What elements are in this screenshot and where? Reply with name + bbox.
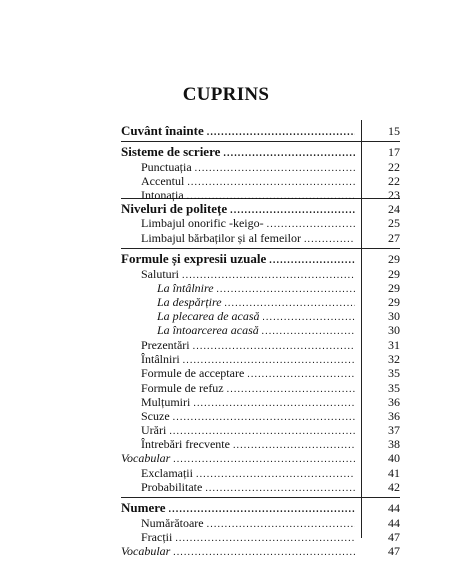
- toc-entry-label: Limbajul onorific -keigo-: [141, 216, 264, 230]
- toc-entry-page-number: 37: [388, 423, 400, 437]
- toc-entry-label: Exclamații: [141, 466, 193, 480]
- toc-entry-label: Vocabular: [121, 544, 171, 558]
- toc-entry-label: Saluturi: [141, 267, 179, 281]
- toc-entry[interactable]: [121, 451, 355, 467]
- toc-entry-label: Accentul: [141, 174, 185, 188]
- toc-entry-label: La întoarcerea acasă: [157, 323, 259, 337]
- toc-entry-page-number: 44: [388, 516, 400, 530]
- dot-leader: [223, 147, 355, 161]
- toc-entry[interactable]: [121, 501, 355, 517]
- toc-entry-label: Numere: [121, 500, 166, 515]
- toc-entry-label: Întâlniri: [141, 352, 180, 366]
- toc-entry-label: Cuvânt înainte: [121, 123, 204, 138]
- toc-entry-label: Întrebări frecvente: [141, 437, 230, 451]
- toc-entry-page-number: 23: [388, 188, 400, 202]
- toc-entry-label: Fracții: [141, 530, 173, 544]
- toc-entry[interactable]: [121, 124, 355, 140]
- toc-entry-page-number: 25: [388, 216, 400, 230]
- toc-entry-label: Formule de refuz: [141, 381, 224, 395]
- toc-entry-label: Niveluri de politețe: [121, 201, 228, 216]
- dot-leader: [205, 482, 355, 496]
- toc-entry-page-number: 24: [388, 202, 400, 216]
- toc-entry-page-number: 15: [388, 124, 400, 138]
- dot-leader: [207, 126, 355, 140]
- toc-entry-label: Limbajul bărbaților și al femeilor: [141, 231, 301, 245]
- section-rule: [121, 497, 400, 498]
- toc-entry-page-number: 47: [388, 530, 400, 544]
- toc-entry-label: Probabilitate: [141, 480, 203, 494]
- toc-entry-label: Sisteme de scriere: [121, 144, 221, 159]
- toc-entry-page-number: 17: [388, 145, 400, 159]
- toc-entry-page-number: 29: [388, 281, 400, 295]
- toc-entry-label: La întâlnire: [157, 281, 214, 295]
- toc-entry-page-number: 47: [388, 544, 400, 558]
- toc-entry[interactable]: [121, 252, 355, 268]
- dot-leader: [269, 254, 355, 268]
- toc-entry-page-number: 30: [388, 323, 400, 337]
- toc-entry-label: Prezentări: [141, 338, 190, 352]
- toc-entry-page-number: 42: [388, 480, 400, 494]
- toc-entry-page-number: 29: [388, 295, 400, 309]
- toc-entry-label: Numărătoare: [141, 516, 204, 530]
- toc-entry-label: Vocabular: [121, 451, 171, 465]
- toc-entry[interactable]: [121, 544, 355, 560]
- toc-entry-page-number: 35: [388, 381, 400, 395]
- toc-entry-label: La plecarea de acasă: [157, 309, 260, 323]
- toc-entry-page-number: 32: [388, 352, 400, 366]
- dot-leader: [262, 325, 355, 339]
- dot-leader: [267, 218, 355, 232]
- toc-entry-page-number: 44: [388, 501, 400, 515]
- toc-entry[interactable]: [141, 480, 355, 496]
- toc-entry-page-number: 36: [388, 409, 400, 423]
- toc-entry-page-number: 29: [388, 252, 400, 266]
- toc-entry-page-number: 22: [388, 174, 400, 188]
- toc-entry-label: Punctuația: [141, 160, 192, 174]
- toc-entry-label: Formule de acceptare: [141, 366, 245, 380]
- toc-entry-label: Formule și expresii uzuale: [121, 251, 267, 266]
- toc-entry-page-number: 40: [388, 451, 400, 465]
- dot-leader: [304, 233, 355, 247]
- toc-entry-page-number: 27: [388, 231, 400, 245]
- page-number-column-divider: [361, 120, 362, 538]
- toc-entry-label: Intonația: [141, 188, 184, 202]
- toc-entry-page-number: 22: [388, 160, 400, 174]
- toc-entry-page-number: 36: [388, 395, 400, 409]
- toc-entry[interactable]: [141, 366, 355, 382]
- toc-entry[interactable]: [141, 216, 355, 232]
- toc-entry-page-number: 30: [388, 309, 400, 323]
- toc-entry-page-number: 38: [388, 437, 400, 451]
- toc-entry-label: Scuze: [141, 409, 170, 423]
- dot-leader: [173, 453, 355, 467]
- page-title: CUPRINS: [182, 84, 270, 105]
- toc-entry-label: Mulțumiri: [141, 395, 191, 409]
- dot-leader: [173, 546, 355, 560]
- toc-entry-label: La despărțire: [157, 295, 222, 309]
- toc-entry-label: Urări: [141, 423, 167, 437]
- toc-entry[interactable]: [141, 231, 355, 247]
- toc-entry-page-number: 29: [388, 267, 400, 281]
- section-rule: [121, 248, 400, 249]
- toc-entry-page-number: 35: [388, 366, 400, 380]
- dot-leader: [247, 368, 355, 382]
- toc-entry[interactable]: [121, 145, 355, 161]
- toc-entry-page-number: 31: [388, 338, 400, 352]
- toc-entry-page-number: 41: [388, 466, 400, 480]
- dot-leader: [169, 503, 355, 517]
- toc-entry[interactable]: [157, 323, 355, 339]
- section-rule: [121, 141, 400, 142]
